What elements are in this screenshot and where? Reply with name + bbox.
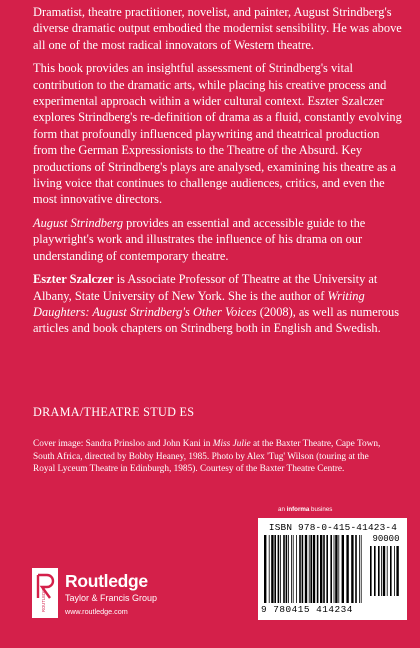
publisher-name: Routledge [65,571,148,591]
back-cover-description [33,4,403,344]
price-addon-bars [370,546,402,598]
author-bio: Eszter Szalczer is Associate Professor of Theatre at the University at Albany, State University of New York. She is the author of Writing Daughters: August Strindberg's Other Voices (2008), as well as numerous articles and book chapters on Strindberg both in English and Swedish. [33,272,400,336]
barcode-bars [264,535,364,605]
publisher-url[interactable]: www.routledge.com [65,607,128,616]
description-paragraph-3: August Strindberg provides an essential and accessible guide to the playwright's work and illustrates the influence of his drama on our understanding of contemporary theatre. [33,215,366,263]
ean-digits: 9 780415 414234 [261,604,353,615]
informa-business-note: an informa busines [278,506,333,513]
play-title: Miss Julie [212,439,251,449]
publisher-group: Taylor & Francis Group [65,593,158,603]
description-paragraph-2: This book provides an insightful assessment of Strindberg's vital contribution to the dramatic arts, while placing his creative process and experimental approach within a wider cultural context. Eszter Szalczer explores Strindberg's re-definition of drama as a fluid, constantly evolving form that profoundly influenced playwriting and theatrical production from the German Expressionists to the Theatre of the Absurd. Key productions of Strindberg's plays are analysed, examining his theatre as a living voice that continues to challenge audiences, critics, and even the most innovative directors. [33,61,402,207]
description-paragraph-1: Dramatist, theatre practitioner, novelist, and painter, August Strindberg's diverse dramatic output embodied the modernist sensibility. He was above all one of the most radical innovators of Western theatre. [33,5,402,52]
routledge-logo-icon [32,568,58,618]
cover-image-credit: Cover image: Sandra Prinsloo and John Kani in Miss Julie at the Baxter Theatre, Cape Town, South Africa, directed by Bobby Heaney, 1985. Photo by Alex 'Tug' Wilson (touring at the Royal Lyceum Theatre in Edinburgh, 1985). Courtesy of the Baxter Theatre Centre. [33,439,381,475]
price-addon-digits: 90000 [372,534,400,544]
subject-category: DRAMA/THEATRE STUD ES [33,405,195,419]
author-name: Eszter Szalczer [33,272,114,287]
author-book-title: Writing Daughters: August Strindberg's Other Voices [33,288,365,319]
svg-text:ROUTLEDGE: ROUTLEDGE [41,585,46,612]
book-title: August Strindberg [33,215,124,230]
isbn-barcode [258,518,407,620]
isbn-number: ISBN 978-0-415-41423-4 [268,522,398,533]
